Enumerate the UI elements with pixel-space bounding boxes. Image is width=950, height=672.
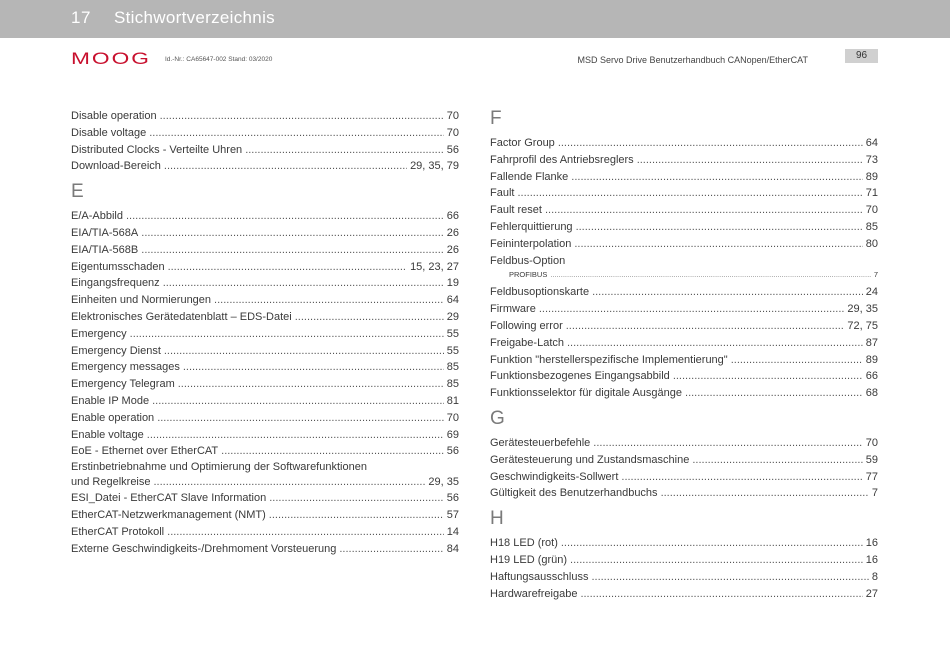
dot-leader [591,569,868,586]
index-entry-page: 70 [446,126,459,139]
index-entry-page: 64 [446,294,459,307]
dot-leader [566,318,845,335]
index-entry-page: 70 [865,204,878,217]
dot-leader [558,135,863,152]
index-entry-term: Feldbusoptionskarte [490,286,590,299]
index-entry[interactable] [490,253,878,270]
dot-leader [178,376,444,393]
index-entry[interactable] [71,393,459,410]
index-entry-term: ESI_Datei - EtherCAT Slave Information [71,492,267,505]
index-entry-term: Funktionsbezogenes Eingangsabbild [490,370,670,383]
index-entry-term: Gerätesteuerung und Zustandsmaschine [490,453,690,466]
dot-leader [141,225,443,242]
index-entry-term: Enable operation [71,411,155,424]
index-subentry-term: PROFIBUS [509,270,548,280]
index-entry-term: H18 LED (rot) [490,537,558,550]
chapter-header-bar [0,0,950,38]
dot-leader [269,490,444,507]
index-entry-term: Following error [490,319,563,332]
index-entry-page: 29, 35 [428,476,459,489]
index-column-right [490,108,878,602]
index-entry-term: Emergency messages [71,361,180,374]
index-entry-term: Fault [490,187,515,200]
dot-leader [339,541,443,558]
index-entry[interactable] [490,284,878,301]
index-entry[interactable] [71,259,459,276]
index-entry[interactable] [490,552,878,569]
index-entry[interactable] [71,490,459,507]
dot-leader [571,169,862,186]
index-entry-term: Enable IP Mode [71,394,150,407]
index-entry[interactable] [490,385,878,402]
dot-leader [163,275,444,292]
index-entry-page: 77 [865,470,878,483]
index-entry-page: 29, 35 [847,303,878,316]
dot-leader [593,435,862,452]
index-entry-term: Feldbus-Option [490,254,566,267]
index-entry-page: 64 [865,137,878,149]
index-entry[interactable] [490,535,878,552]
index-entry-page: 70 [446,411,459,424]
dot-leader [574,236,862,253]
index-letter-e: E [71,181,84,203]
index-entry[interactable] [71,359,459,376]
index-entry-term: Fahrprofil des Antriebsreglers [490,153,634,166]
index-entry-term: Hardwarefreigabe [490,587,578,600]
index-entry-term: E/A-Abbild [71,210,123,223]
dot-leader [245,142,444,159]
index-entry[interactable] [71,275,459,292]
index-entry-page: 14 [446,525,459,538]
index-entry[interactable] [490,435,878,452]
index-entry-page: 24 [865,286,878,299]
dot-leader [561,535,863,552]
manual-title: MSD Servo Drive Benutzerhandbuch CANopen/EtherCAT [577,55,808,65]
index-entry-term: Eingangsfrequenz [71,277,160,290]
index-entry-term: EtherCAT Protokoll [71,525,165,538]
dot-leader [183,359,444,376]
index-entry[interactable] [71,427,459,444]
dot-leader [160,108,444,125]
dot-leader [692,452,862,469]
dot-leader [661,485,869,502]
dot-leader [621,469,862,486]
index-entry[interactable] [71,376,459,393]
dot-leader [168,259,408,276]
index-entry-page: 85 [865,220,878,233]
index-group-f-continued [490,284,878,402]
index-entry[interactable] [490,219,878,236]
dot-leader [164,158,407,175]
index-entry-page: 85 [446,378,459,391]
index-entry-page: 26 [446,226,459,239]
index-entry-page: 57 [446,508,459,521]
index-entry-term: Externe Geschwindigkeits-/Drehmoment Vorsteuerung [71,542,337,555]
index-entry-term: Fault reset [490,204,542,217]
index-entry-term: H19 LED (grün) [490,553,568,566]
index-subentry[interactable] [490,269,878,280]
index-entry-page: 81 [446,394,459,407]
index-entry-term: Einheiten und Normierungen [71,294,212,307]
chapter-title: Stichwortverzeichnis [114,8,275,27]
index-group-d [71,108,459,175]
index-entry-page: 70 [865,436,878,449]
index-entry-term: Factor Group [490,137,555,149]
index-entry-page: 89 [865,353,878,366]
index-entry-term: Emergency [71,327,127,340]
index-entry-page: 84 [446,542,459,555]
index-entry-term: EIA/TIA-568A [71,226,139,239]
index-entry-page: 66 [865,370,878,383]
dot-leader [545,202,863,219]
index-entry-page: 55 [446,344,459,357]
index-letter-g: G [490,407,505,429]
index-entry[interactable] [71,242,459,259]
index-entry[interactable] [490,586,878,603]
index-entry-term: und Regelkreise [71,476,151,489]
index-entry-term: Firmware [490,303,536,316]
index-letter-h: H [490,508,504,530]
index-entry-page: 16 [865,537,878,550]
dot-leader [570,552,863,569]
index-letter-f: F [490,108,502,129]
index-entry-term: Freigabe-Latch [490,336,564,349]
index-entry[interactable] [71,343,459,360]
index-entry[interactable] [71,309,459,326]
index-entry[interactable] [490,352,878,369]
index-group-h [490,535,878,602]
dot-leader [164,343,444,360]
dot-leader [539,301,845,318]
index-entry-term: Enable voltage [71,428,144,441]
dot-leader [592,284,863,301]
index-entry-term: Eigentumsschaden [71,260,165,273]
dot-leader [149,125,444,142]
dot-leader [580,586,862,603]
index-entry[interactable] [490,169,878,186]
index-entry-page: 80 [865,237,878,250]
index-entry-term: Funktionsselektor für digitale Ausgänge [490,387,683,400]
dot-leader [126,208,444,225]
dot-leader [141,242,443,259]
index-entry-term: Disable operation [71,110,157,122]
index-entry-page: 68 [865,387,878,400]
index-entry[interactable] [71,326,459,343]
index-entry-term: Funktion "herstellerspezifische Implementierung" [490,353,728,366]
index-group-e-continued [71,490,459,557]
index-entry[interactable] [71,460,459,490]
index-entry-term: EtherCAT-Netzwerkmanagement (NMT) [71,508,266,521]
moog-logo [71,49,153,67]
index-group-e [71,208,459,460]
index-entry[interactable] [490,135,878,152]
index-entry[interactable] [490,318,878,335]
index-entry[interactable] [71,125,459,142]
index-entry-term: Feininterpolation [490,237,572,250]
index-entry-term: Gültigkeit des Benutzerhandbuchs [490,487,658,500]
index-entry-term: Fallende Flanke [490,170,569,183]
index-entry-page: 85 [446,361,459,374]
index-entry[interactable] [71,541,459,558]
index-entry-page: 7 [871,487,878,500]
index-entry-page: 87 [865,336,878,349]
index-entry-page: 71 [865,187,878,200]
dot-leader [269,507,444,524]
index-entry[interactable] [490,452,878,469]
index-entry-page: 19 [446,277,459,290]
index-subentry-page: 7 [873,270,878,280]
index-entry-term: Elektronisches Gerätedatenblatt – EDS-Datei [71,310,292,323]
dot-leader [152,393,444,410]
index-entry[interactable] [490,569,878,586]
dot-leader [154,475,426,490]
index-entry-page: 89 [865,170,878,183]
index-entry[interactable] [490,469,878,486]
index-entry-page: 56 [446,143,459,156]
index-entry-page: 56 [446,492,459,505]
index-entry-page: 29 [446,310,459,323]
index-entry[interactable] [71,524,459,541]
index-entry-term: Distributed Clocks - Verteilte Uhren [71,143,243,156]
dot-leader [576,219,863,236]
dot-leader [214,292,444,309]
index-entry[interactable] [490,335,878,352]
dot-leader [637,152,863,169]
index-entry-page: 70 [446,110,459,122]
index-entry-term: Geschwindigkeits-Sollwert [490,470,619,483]
dot-leader [550,269,870,280]
index-column-left [71,108,459,557]
index-entry-page: 69 [446,428,459,441]
index-entry[interactable] [71,443,459,460]
index-entry-term: Download-Bereich [71,160,161,173]
index-entry-page: 27 [865,587,878,600]
index-entry-term: Gerätesteuerbefehle [490,436,591,449]
dot-leader [295,309,444,326]
index-entry[interactable] [71,208,459,225]
index-entry[interactable] [490,485,878,502]
index-entry-page: 72, 75 [847,319,878,332]
index-entry[interactable] [71,158,459,175]
index-entry-page: 8 [871,570,878,583]
index-entry[interactable] [71,507,459,524]
index-group-g [490,435,878,502]
index-entry-page: 73 [865,153,878,166]
dot-leader [221,443,444,460]
index-entry[interactable] [71,292,459,309]
dot-leader [147,427,444,444]
logo-text: MOOG [71,49,151,67]
document-id: Id.-Nr.: CA65647-002 Stand: 03/2020 [165,56,273,63]
dot-leader [167,524,444,541]
dot-leader [731,352,863,369]
index-entry-page: 56 [446,445,459,458]
index-entry[interactable] [490,185,878,202]
dot-leader [685,385,863,402]
index-entry-page: 15, 23, 27 [410,260,459,273]
dot-leader [517,185,862,202]
index-entry[interactable] [71,108,459,125]
index-entry-page: 66 [446,210,459,223]
index-entry-page: 29, 35, 79 [410,160,459,173]
dot-leader [130,326,444,343]
index-entry-term: EIA/TIA-568B [71,243,139,256]
index-entry-page: 26 [446,243,459,256]
index-entry-term: Fehlerquittierung [490,220,573,233]
index-entry-term: Disable voltage [71,126,147,139]
index-entry-term: Haftungsausschluss [490,570,589,583]
index-entry-page: 59 [865,453,878,466]
index-group-f [490,135,878,253]
index-entry-term: Emergency Telegram [71,378,175,391]
chapter-number: 17 [71,8,91,27]
index-entry-term: EoE - Ethernet over EtherCAT [71,445,219,458]
index-entry[interactable] [490,301,878,318]
index-entry[interactable] [71,225,459,242]
index-entry[interactable] [490,152,878,169]
index-entry-term: Erstinbetriebnahme und Optimierung der Softwarefunktionen [71,461,367,474]
index-entry[interactable] [490,202,878,219]
page-number: 96 [845,49,878,63]
index-entry-term: Emergency Dienst [71,344,161,357]
dot-leader [673,368,863,385]
index-entry-page: 16 [865,553,878,566]
index-entry[interactable] [71,142,459,159]
dot-leader [567,335,863,352]
dot-leader [157,410,444,427]
index-entry[interactable] [71,410,459,427]
index-entry[interactable] [490,368,878,385]
index-entry[interactable] [490,236,878,253]
index-entry-page: 55 [446,327,459,340]
